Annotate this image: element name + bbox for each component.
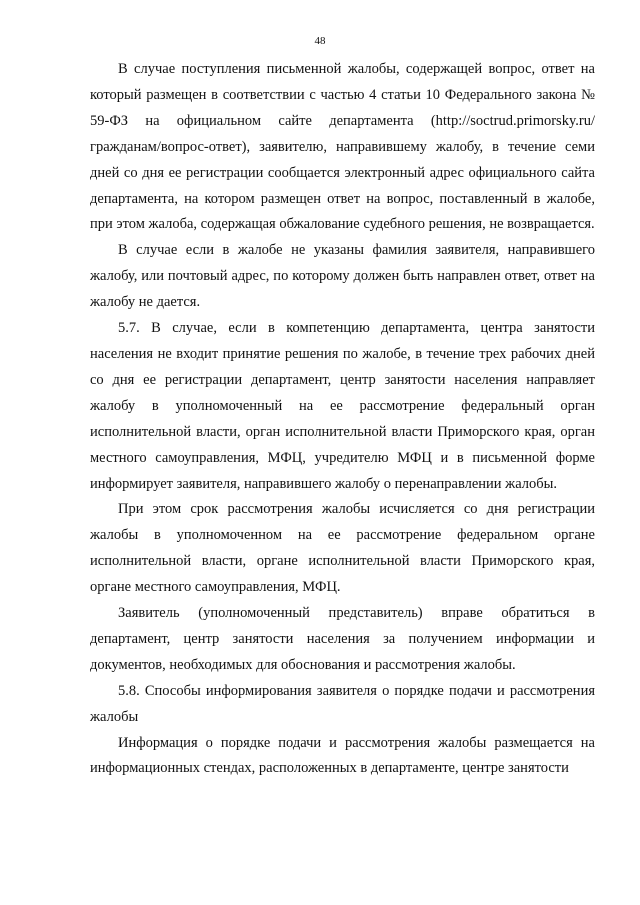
section-heading-5-8: 5.8. Способы информирования заявителя о порядке подачи и рассмотрения жалобы [90, 682, 595, 725]
paragraph-no-name-or-address: В случае если в жалобе не указаны фамилия заявителя, направившего жалобу, или почтовый адрес, по которому должен быть направлен ответ, ответ на жалобу не дается. [90, 242, 595, 311]
document-body [90, 57, 595, 782]
paragraph-5-7-redirection: 5.7. В случае, если в компетенцию департамента, центра занятости населения не входит принятие решения по жалобе, в течение трех рабочих дней со дня ее регистрации департамент, центр занятости населения направляет жалобу в уполномоченный на ее рассмотрение федеральный орган исполнительной власти, орган исполнительной власти Приморского края, орган местного самоуправления, МФЦ, учредителю МФЦ и в письменной форме информирует заявителя, направившего жалобу о перенаправлении жалобы. [90, 320, 595, 492]
page-number: 48 [314, 35, 326, 47]
paragraph-review-period: При этом срок рассмотрения жалобы исчисляется со дня регистрации жалобы в уполномоченном на ее рассмотрение федеральном органе исполнительной власти, органе исполнительной власти Приморского края, органе местного самоуправления, МФЦ. [90, 501, 595, 596]
paragraph-published-answer-notice: В случае поступления письменной жалобы, содержащей вопрос, ответ на который размещен в соответствии с частью 4 статьи 10 Федерального закона № 59-ФЗ на официальном сайте департамента (http://soctrud.primorsky.ru/ гражданам/вопрос-ответ), заявителю, направившему жалобу, в течение семи дней со дня ее регистрации сообщается электронный адрес официального сайта департамента, на котором размещен ответ на вопрос, поставленный в жалобе, при этом жалоба, содержащая обжалование судебного решения, не возвращается. [90, 61, 595, 233]
paragraph-applicant-right: Заявитель (уполномоченный представитель) вправе обратиться в департамент, центр занятости населения за получением информации и документов, необходимых для обоснования и рассмотрения жалобы. [90, 605, 595, 673]
paragraph-information-placement: Информация о порядке подачи и рассмотрения жалобы размещается на информационных стендах, расположенных в департаменте, центре занятости [90, 734, 595, 777]
